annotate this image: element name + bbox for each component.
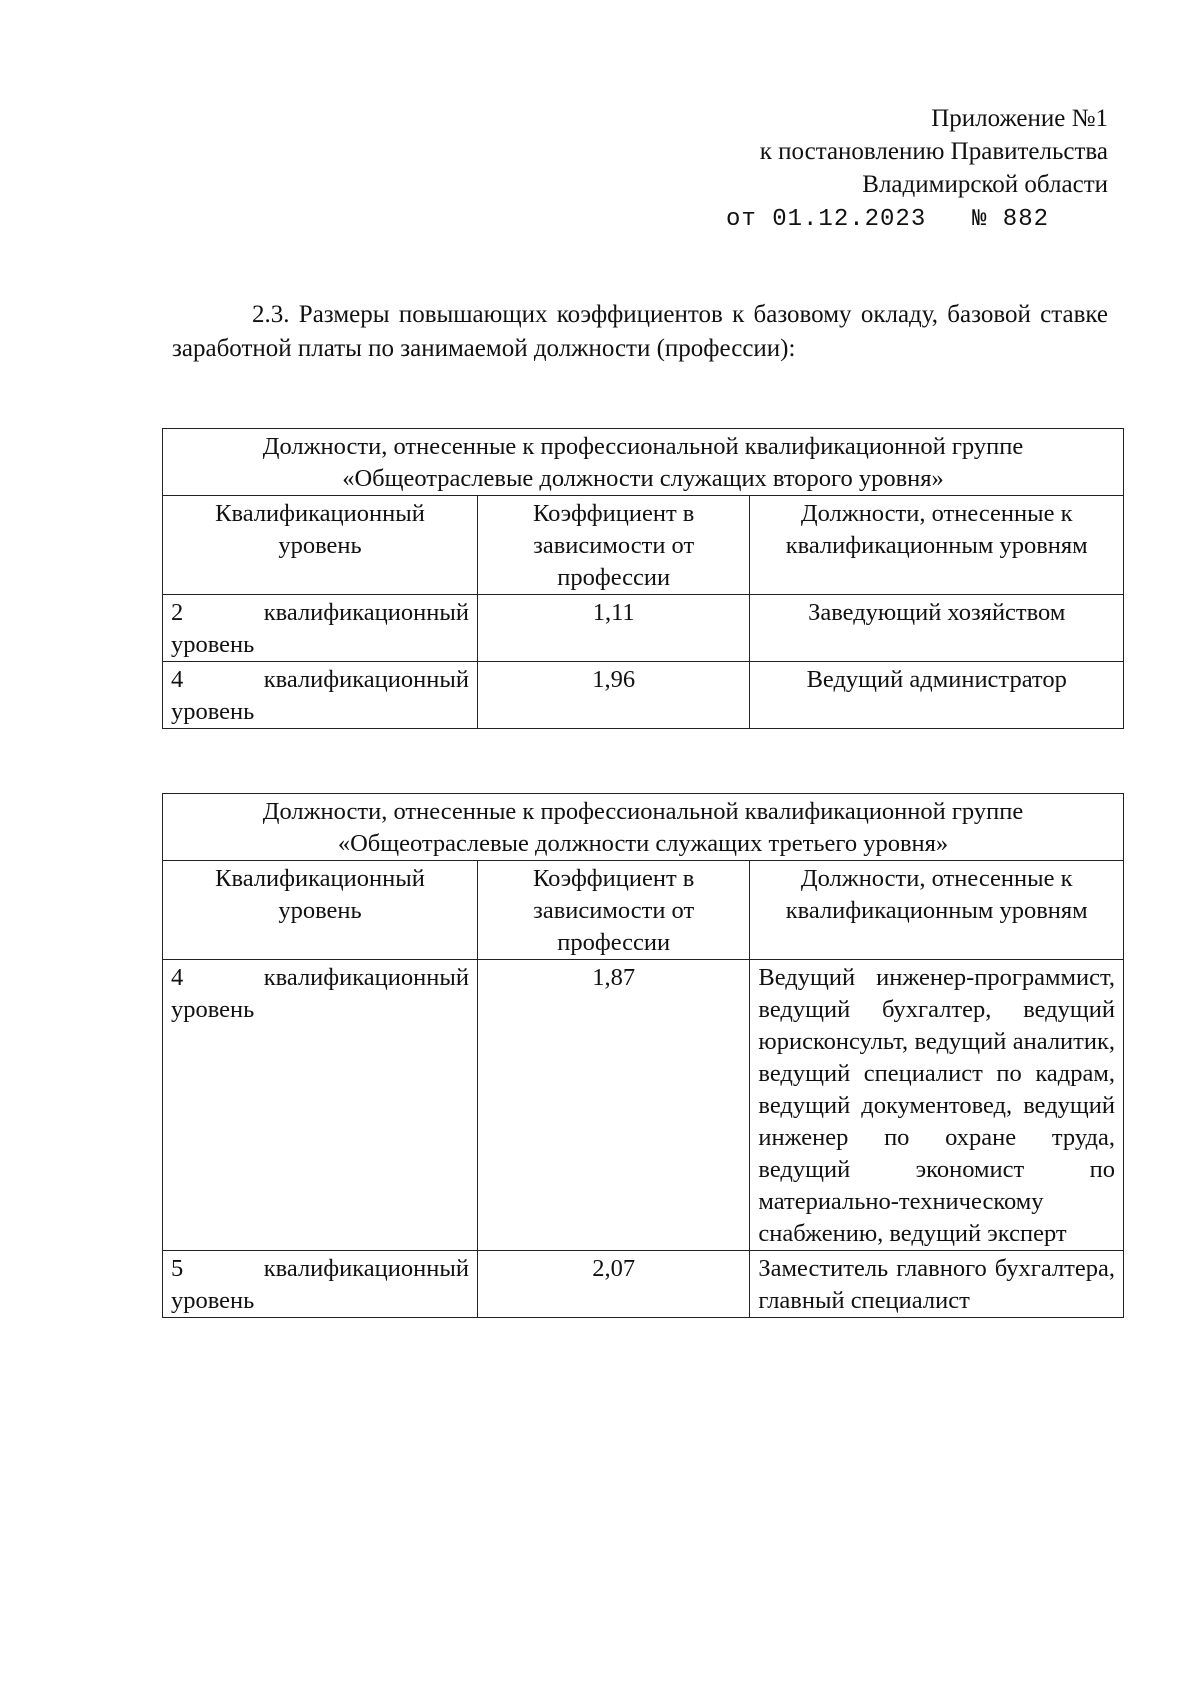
resolution-date-number xyxy=(726,206,1050,233)
coef-cell: 1,87 xyxy=(477,960,749,1251)
level-cell: 2 квалификационный уровень xyxy=(163,595,478,662)
column-header-level: Квалификационный уровень xyxy=(163,861,478,960)
column-header-coef: Коэффициент в зависимости от профессии xyxy=(477,861,749,960)
column-header-positions: Должности, отнесенные к квалификационным уровням xyxy=(750,496,1124,595)
coef-cell: 2,07 xyxy=(477,1251,749,1318)
column-header-row xyxy=(163,496,1124,595)
positions-cell: Заведующий хозяйством xyxy=(750,595,1124,662)
table-row xyxy=(163,662,1124,729)
column-header-coef: Коэффициент в зависимости от профессии xyxy=(477,496,749,595)
group-title: Должности, отнесенные к профессиональной квалификационной группе «Общеотраслевые должности служащих третьего уровня» xyxy=(163,794,1124,861)
appendix-header xyxy=(760,102,1108,201)
table-row xyxy=(163,960,1124,1251)
table-row xyxy=(163,595,1124,662)
coef-cell: 1,11 xyxy=(477,595,749,662)
appendix-title: Приложение №1 xyxy=(931,105,1108,132)
qualification-table-third-level xyxy=(162,793,1124,1318)
coef-cell: 1,96 xyxy=(477,662,749,729)
group-title: Должности, отнесенные к профессиональной квалификационной группе «Общеотраслевые должности служащих второго уровня» xyxy=(163,429,1124,496)
positions-cell: Ведущий инженер-программист, ведущий бухгалтер, ведущий юрисконсульт, ведущий аналитик, ведущий специалист по кадрам, ведущий документовед, ведущий инженер по охране труда, ведущий экономист по материально-техническому снабжению, ведущий эксперт xyxy=(750,960,1124,1251)
column-header-level: Квалификационный уровень xyxy=(163,496,478,595)
resolution-number: № 882 xyxy=(972,206,1050,233)
positions-cell: Заместитель главного бухгалтера, главный специалист xyxy=(750,1251,1124,1318)
column-header-row xyxy=(163,861,1124,960)
level-cell: 4 квалификационный уровень xyxy=(163,662,478,729)
region-name: Владимирской области xyxy=(862,171,1108,198)
resolution-date: от 01.12.2023 xyxy=(726,206,927,233)
column-header-positions: Должности, отнесенные к квалификационным уровням xyxy=(750,861,1124,960)
qualification-table-second-level xyxy=(162,428,1124,729)
level-cell: 4 квалификационный уровень xyxy=(163,960,478,1251)
intro-paragraph: 2.3. Размеры повышающих коэффициентов к базовому окладу, базовой ставке заработной платы по занимаемой должности (профессии): xyxy=(172,301,1108,362)
table-row xyxy=(163,1251,1124,1318)
level-cell: 5 квалификационный уровень xyxy=(163,1251,478,1318)
resolution-reference: к постановлению Правительства xyxy=(759,138,1108,165)
positions-cell: Ведущий администратор xyxy=(750,662,1124,729)
